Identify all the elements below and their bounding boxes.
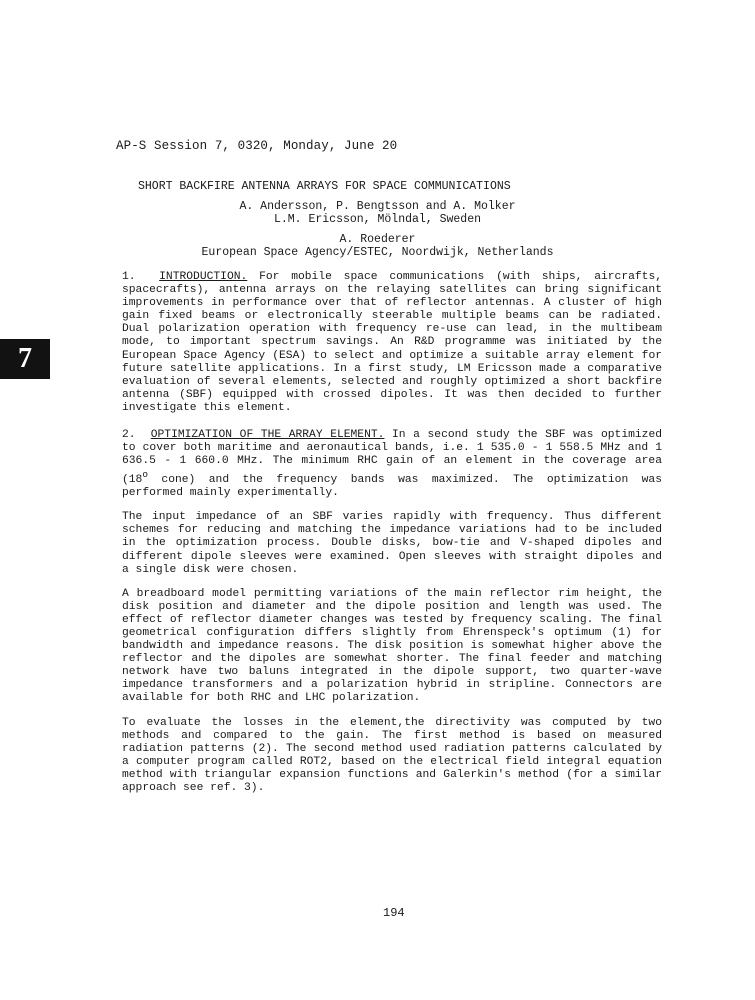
- section-tab: 7: [0, 339, 50, 379]
- losses-paragraph: To evaluate the losses in the element,the directivity was computed by two methods and compared to the gain. The first method is based on measured radiation patterns (2). The second method used radiation patterns calculated by a computer program called ROT2, based on the electrical field integral equation method with triangular expansion functions and Galerkin's method (for a similar approach see ref. 3).: [122, 716, 662, 795]
- session-header: AP-S Session 7, 0320, Monday, June 20: [116, 139, 398, 153]
- optimization-paragraph: [122, 429, 662, 500]
- author-block: [120, 200, 635, 260]
- authors-primary: A. Andersson, P. Bengtsson and A. Molker: [239, 200, 516, 213]
- affiliation-secondary: European Space Agency/ESTEC, Noordwijk, Netherlands: [201, 246, 554, 260]
- section-heading-optimization: OPTIMIZATION OF THE ARRAY ELEMENT.: [150, 429, 385, 442]
- introduction-paragraph: [122, 271, 662, 415]
- impedance-paragraph: The input impedance of an SBF varies rapidly with frequency. Thus different schemes for reducing and matching the impedance variations had to be included in the optimization process. Double disks, bow-tie and V-shaped dipoles and different dipole sleeves were examined. Open sleeves with straight dipoles and a single disk were chosen.: [122, 511, 662, 576]
- optimization-text-part1: In a second study the SBF was optimized to cover both maritime and aeronautical bands, i.e. 1 535.0 - 1 558.5 MHz and 1 636.5 - 1 660.0 MHz. The minimum RHC gain of an element in the coverage area (18: [122, 429, 663, 487]
- breadboard-paragraph: A breadboard model permitting variations of the main reflector rim height, the disk position and diameter and the dipole position and length was used. The effect of reflector diameter changes was tested by frequency scaling. The final geometrical configuration differs slightly from Ehrenspeck's optimum (1) for bandwidth and impedance reasons. The disk position is somewhat higher above the reflector and the dipoles are somewhat shorter. The final feeder and matching network have two baluns integrated in the dipole support, two quarter-wave impedance transformers and a polarization hybrid in stripline. Connectors are available for both RHC and LHC polarization.: [122, 587, 662, 705]
- section-number: 2.: [122, 429, 136, 442]
- introduction-text: For mobile space communications (with ships, aircrafts, spacecrafts), antenna arrays on the relaying satellites can bring significant improvements in performance over that of reflector antennas. A cluster of high gain fixed beams or electronically steerable multiple beams can be radiated. Dual polarization operation with frequency re-use can lead, in the multibeam mode, to important spectrum savings. An R&D programme was initiated by the European Space Agency (ESA) to select and optimize a suitable array element for future satellite applications. In a first study, LM Ericsson made a comparative evaluation of several elements, selected and roughly optimized a short backfire antenna (SBF) equipped with crossed dipoles. It was then decided to further investigate this element.: [122, 271, 663, 414]
- authors-secondary: A. Roederer: [339, 232, 416, 246]
- optimization-text-part2: cone) and the frequency bands was maximized. The optimization was performed mainly experimentally.: [122, 474, 662, 500]
- degree-superscript: o: [142, 469, 148, 481]
- affiliation-primary: L.M. Ericsson, Mölndal, Sweden: [273, 213, 482, 227]
- page-number: 194: [383, 906, 405, 920]
- paper-body: [122, 271, 662, 806]
- section-number: 1.: [122, 271, 136, 283]
- section-heading-introduction: INTRODUCTION.: [159, 271, 248, 283]
- paper-title: SHORT BACKFIRE ANTENNA ARRAYS FOR SPACE COMMUNICATIONS: [138, 180, 511, 193]
